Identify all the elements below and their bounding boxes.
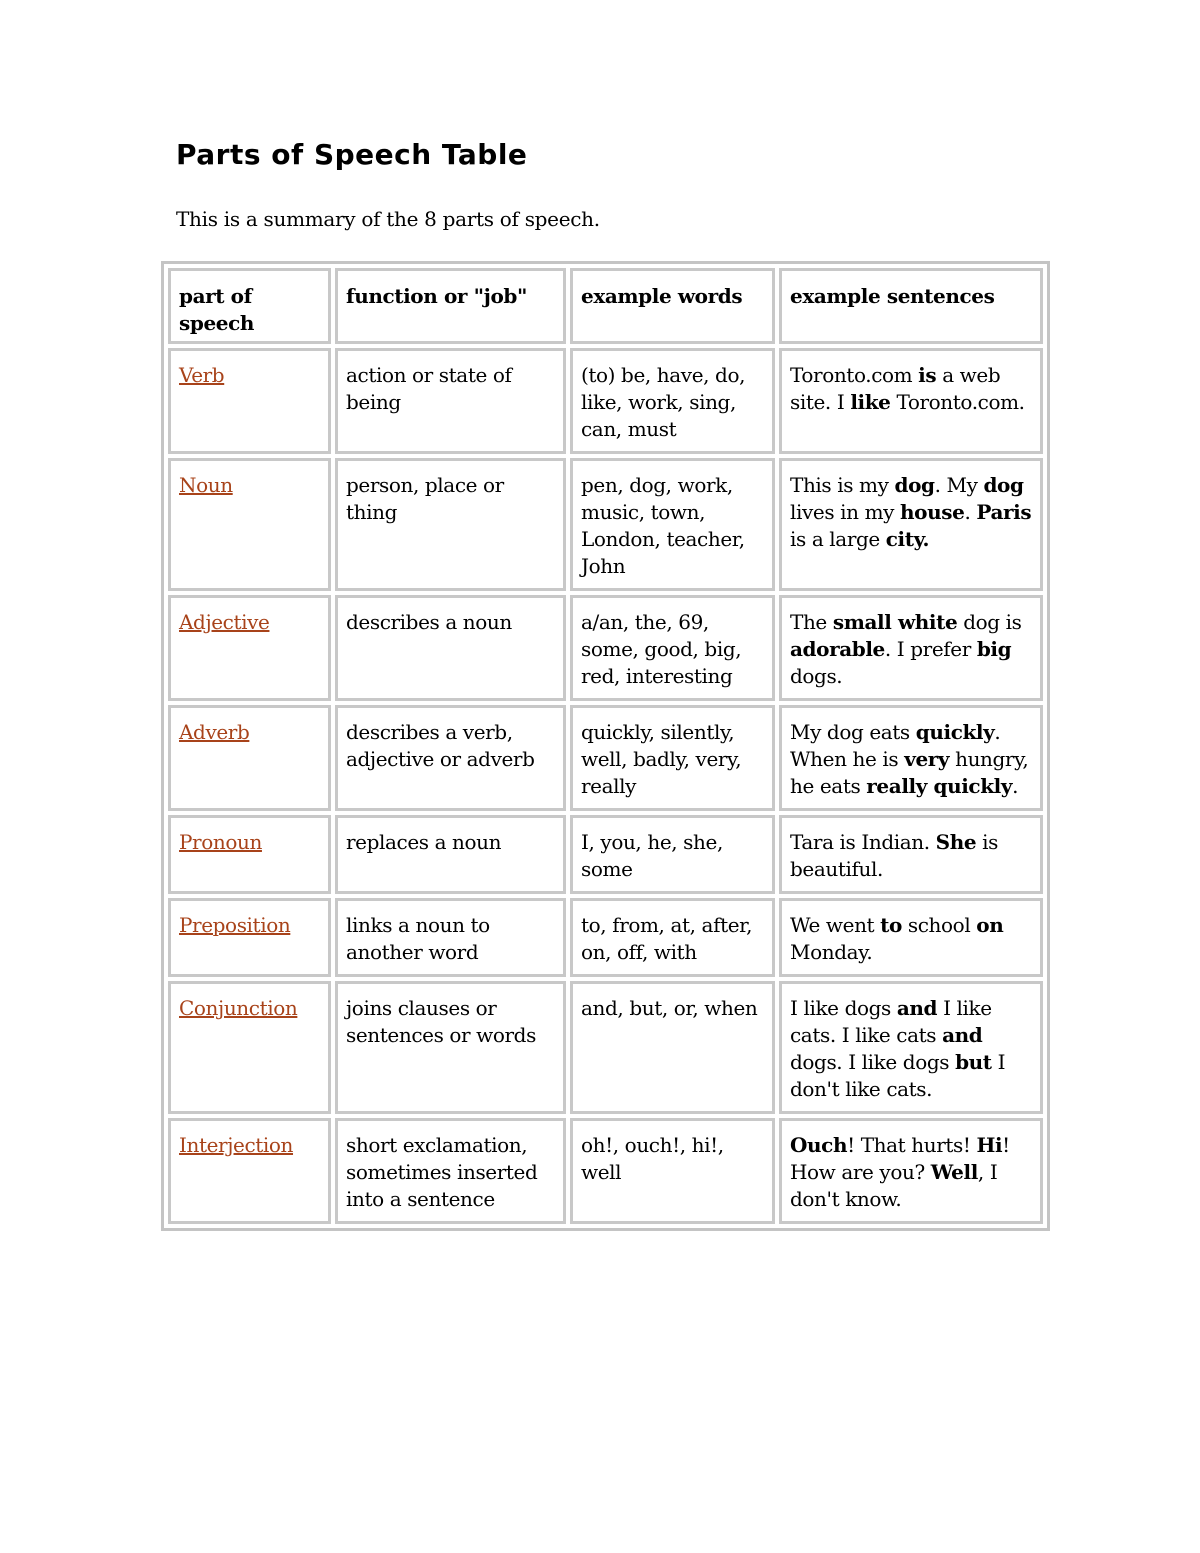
sentence-text: Tara is Indian. [790, 830, 936, 854]
table-row [168, 981, 1043, 1114]
sentence-text: Toronto.com [790, 363, 919, 387]
part-of-speech-link[interactable]: Preposition [179, 913, 291, 937]
part-of-speech-link[interactable]: Adjective [179, 610, 270, 634]
highlighted-word: She [935, 830, 977, 854]
example-words-cell: I, you, he, she, some [570, 815, 775, 894]
highlighted-word: is [918, 363, 937, 387]
table-body [168, 268, 1043, 1224]
part-of-speech-cell [168, 1118, 331, 1224]
sentence-text: school [901, 913, 977, 937]
sentence-text: This is my [790, 473, 895, 497]
highlighted-word: Ouch [790, 1133, 848, 1157]
part-of-speech-link[interactable]: Verb [179, 363, 225, 387]
function-cell: action or state of being [335, 348, 566, 454]
part-of-speech-cell [168, 705, 331, 811]
example-words-cell: (to) be, have, do, like, work, sing, can, must [570, 348, 775, 454]
highlighted-word: city. [885, 527, 930, 551]
example-sentence-cell [779, 705, 1043, 811]
table-row [168, 595, 1043, 701]
function-cell: joins clauses or sentences or words [335, 981, 566, 1114]
example-words-cell: to, from, at, after, on, off, with [570, 898, 775, 977]
highlighted-word: big [976, 637, 1012, 661]
sentence-text: The [790, 610, 833, 634]
sentence-text: dogs. [790, 664, 843, 688]
function-cell: replaces a noun [335, 815, 566, 894]
table-row [168, 898, 1043, 977]
highlighted-word: quickly [915, 720, 995, 744]
sentence-text: a web site. I [790, 363, 1001, 414]
sentence-text: Monday. [790, 940, 873, 964]
part-of-speech-cell [168, 595, 331, 701]
table-header-row [168, 268, 1043, 344]
highlighted-word: but [955, 1050, 992, 1074]
example-sentence-cell [779, 458, 1043, 591]
sentence-text: I don't like cats. [790, 1050, 1006, 1101]
sentence-text: . [1012, 774, 1019, 798]
page-title: Parts of Speech Table [176, 138, 528, 171]
part-of-speech-link[interactable]: Adverb [179, 720, 250, 744]
example-sentence-cell [779, 815, 1043, 894]
sentence-text: Toronto.com. [890, 390, 1025, 414]
highlighted-word: like [850, 390, 891, 414]
sentence-text: dogs. I like dogs [790, 1050, 956, 1074]
function-cell: describes a noun [335, 595, 566, 701]
header-cell-part-of-speech: part of speech [168, 268, 331, 344]
highlighted-word: house [900, 500, 965, 524]
sentence-text: . I prefer [884, 637, 977, 661]
highlighted-word: small white [832, 610, 958, 634]
part-of-speech-link[interactable]: Interjection [179, 1133, 294, 1157]
sentence-text: ! How are you? [790, 1133, 1010, 1184]
header-cell-function: function or "job" [335, 268, 566, 344]
table-row [168, 705, 1043, 811]
sentence-text: My dog eats [790, 720, 916, 744]
sentence-text: hungry, he eats [790, 747, 1029, 798]
sentence-text: I like dogs [790, 996, 897, 1020]
highlighted-word: dog [894, 473, 935, 497]
sentence-text: is a large [790, 527, 886, 551]
header-cell-example-sentences: example sentences [779, 268, 1043, 344]
example-words-cell: a/an, the, 69, some, good, big, red, interesting [570, 595, 775, 701]
table-row [168, 815, 1043, 894]
intro-text: This is a summary of the 8 parts of speech. [176, 207, 600, 231]
parts-of-speech-table [161, 261, 1050, 1231]
example-words-cell: quickly, silently, well, badly, very, really [570, 705, 775, 811]
sentence-text: I like cats. I like cats [790, 996, 992, 1047]
example-words-cell: pen, dog, work, music, town, London, teacher, John [570, 458, 775, 591]
highlighted-word: on [976, 913, 1004, 937]
sentence-text: is beautiful. [790, 830, 999, 881]
table-row [168, 1118, 1043, 1224]
part-of-speech-link[interactable]: Conjunction [179, 996, 298, 1020]
part-of-speech-cell [168, 898, 331, 977]
sentence-text: ! That hurts! [847, 1133, 977, 1157]
header-cell-example-words: example words [570, 268, 775, 344]
part-of-speech-link[interactable]: Pronoun [179, 830, 262, 854]
function-cell: links a noun to another word [335, 898, 566, 977]
highlighted-word: dog [983, 473, 1024, 497]
sentence-text: . [964, 500, 977, 524]
example-words-cell: and, but, or, when [570, 981, 775, 1114]
part-of-speech-cell [168, 815, 331, 894]
highlighted-word: Paris [976, 500, 1032, 524]
sentence-text: lives in my [790, 500, 901, 524]
sentence-text: . When he is [790, 720, 1001, 771]
example-sentence-cell [779, 1118, 1043, 1224]
highlighted-word: adorable [790, 637, 885, 661]
highlighted-word: really quickly [866, 774, 1013, 798]
example-sentence-cell [779, 898, 1043, 977]
table-row [168, 458, 1043, 591]
example-sentence-cell [779, 348, 1043, 454]
sentence-text: We went [790, 913, 881, 937]
function-cell: person, place or thing [335, 458, 566, 591]
part-of-speech-cell [168, 348, 331, 454]
highlighted-word: Well [930, 1160, 978, 1184]
example-sentence-cell [779, 595, 1043, 701]
highlighted-word: very [904, 747, 950, 771]
example-words-cell: oh!, ouch!, hi!, well [570, 1118, 775, 1224]
part-of-speech-cell [168, 981, 331, 1114]
sentence-text: , I don't know. [790, 1160, 998, 1211]
highlighted-word: and [896, 996, 938, 1020]
sentence-text: . My [934, 473, 984, 497]
highlighted-word: and [942, 1023, 983, 1047]
table-row [168, 348, 1043, 454]
part-of-speech-cell [168, 458, 331, 591]
function-cell: describes a verb, adjective or adverb [335, 705, 566, 811]
example-sentence-cell [779, 981, 1043, 1114]
highlighted-word: to [880, 913, 902, 937]
sentence-text: dog is [957, 610, 1022, 634]
function-cell: short exclamation, sometimes inserted into a sentence [335, 1118, 566, 1224]
highlighted-word: Hi [976, 1133, 1003, 1157]
part-of-speech-link[interactable]: Noun [179, 473, 233, 497]
